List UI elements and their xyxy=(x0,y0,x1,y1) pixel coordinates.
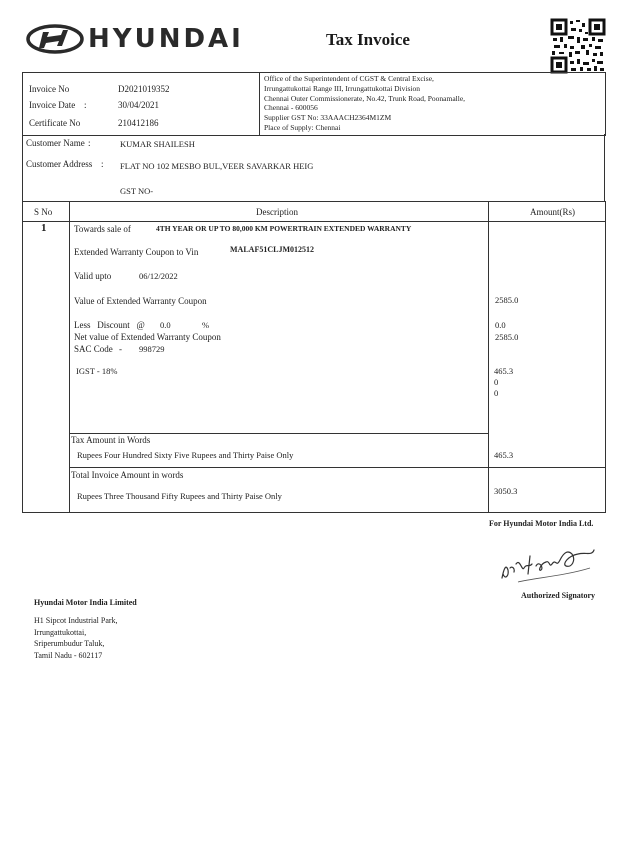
tax-words-label: Tax Amount in Words xyxy=(71,435,151,445)
net-value-amount: 2585.0 xyxy=(495,332,519,342)
valid-upto-label: Valid upto xyxy=(74,271,112,281)
col-header-description: Description xyxy=(256,207,298,217)
certificate-no-value: 210412186 xyxy=(118,118,159,128)
office-line: Chennai Outer Commissionerate, No.42, Trunk Road, Poonamalle, xyxy=(264,93,466,103)
authorized-signatory-label: Authorized Signatory xyxy=(521,591,595,600)
customer-right-border xyxy=(604,134,605,201)
igst-label: IGST - 18% xyxy=(76,366,118,376)
igst-amount: 465.3 xyxy=(494,366,514,376)
extra-tax-amount-1: 0 xyxy=(494,377,499,387)
office-line: Irrungattukottai Range III, Irrungattukottai Division xyxy=(264,83,421,93)
company-address-line: Tamil Nadu - 602117 xyxy=(34,650,103,660)
vin-value: MALAF51CLJM012512 xyxy=(230,245,314,254)
invoice-date-label: Invoice Date xyxy=(29,100,76,110)
for-company-label: For Hyundai Motor India Ltd. xyxy=(489,519,594,528)
tax-amount: 465.3 xyxy=(494,450,514,460)
table-header-line xyxy=(22,221,605,222)
info-divider xyxy=(259,72,260,135)
office-line: Supplier GST No: 33AAACH2364M1ZM xyxy=(264,113,392,123)
office-line: Chennai - 600056 xyxy=(264,103,318,113)
brand-wordmark: HYUNDAI xyxy=(88,24,244,54)
col-header-sno: S No xyxy=(34,207,53,217)
invoice-date-colon: : xyxy=(84,100,87,110)
customer-address-value: FLAT NO 102 MESBO BUL,VEER SAVARKAR HEIG xyxy=(120,161,314,171)
office-line: Place of Supply: Chennai xyxy=(264,122,341,132)
total-words-label: Total Invoice Amount in words xyxy=(71,470,184,480)
customer-name-colon: : xyxy=(88,138,91,148)
percent-sign: % xyxy=(202,320,210,330)
net-value-label: Net value of Extended Warranty Coupon xyxy=(74,332,221,342)
coupon-value-label: Value of Extended Warranty Coupon xyxy=(74,296,207,306)
company-name: Hyundai Motor India Limited xyxy=(34,598,137,607)
coupon-vin-label: Extended Warranty Coupon to Vin xyxy=(74,247,199,257)
table-col-divider-1 xyxy=(69,201,70,512)
discount-percent: 0.0 xyxy=(160,320,171,330)
hyundai-emblem-icon xyxy=(26,24,84,54)
total-words-value: Rupees Three Thousand Fifty Rupees and Thirty Paise Only xyxy=(77,491,282,501)
signature-image xyxy=(494,538,604,588)
total-amount: 3050.3 xyxy=(494,486,518,496)
qr-code-icon xyxy=(550,18,606,74)
towards-value: 4TH YEAR OR UP TO 80,000 KM POWERTRAIN EXTENDED WARRANTY xyxy=(156,224,412,233)
row-sno: 1 xyxy=(41,222,47,234)
total-words-top-line xyxy=(69,467,605,468)
customer-name-label: Customer Name xyxy=(26,138,85,148)
customer-address-label: Customer Address xyxy=(26,159,93,169)
tax-words-value: Rupees Four Hundred Sixty Five Rupees and Thirty Paise Only xyxy=(77,450,294,460)
hyundai-logo xyxy=(26,22,244,56)
certificate-no-label: Certificate No xyxy=(29,118,81,128)
customer-gst-label: GST NO- xyxy=(120,186,154,196)
coupon-value-amount: 2585.0 xyxy=(495,295,519,305)
valid-upto-value: 06/12/2022 xyxy=(139,271,178,281)
invoice-no-value: D2021019352 xyxy=(118,84,170,94)
col-header-amount: Amount(Rs) xyxy=(530,207,575,217)
invoice-no-label: Invoice No xyxy=(29,84,70,94)
page-title: Tax Invoice xyxy=(326,30,410,49)
discount-amount: 0.0 xyxy=(495,320,506,330)
towards-label: Towards sale of xyxy=(74,224,131,234)
sac-code-value: 998729 xyxy=(139,344,165,354)
sac-code-colon: - xyxy=(119,344,122,354)
company-address-line: H1 Sipcot Industrial Park, xyxy=(34,616,118,625)
office-address xyxy=(264,74,600,133)
discount-label: Less Discount @ xyxy=(74,320,145,330)
company-address xyxy=(34,615,118,661)
table-col-divider-2 xyxy=(488,201,489,512)
sac-code-label: SAC Code xyxy=(74,344,113,354)
extra-tax-amount-2: 0 xyxy=(494,388,499,398)
company-address-line: Irrungattukottai, xyxy=(34,627,87,637)
company-address-line: Sriperumbudur Taluk, xyxy=(34,639,105,648)
customer-left-border xyxy=(22,134,23,201)
office-line: Office of the Superintendent of CGST & Central Excise, xyxy=(264,74,434,83)
invoice-date-value: 30/04/2021 xyxy=(118,100,160,110)
customer-address-colon: : xyxy=(101,159,104,169)
customer-name-value: KUMAR SHAILESH xyxy=(120,139,195,149)
